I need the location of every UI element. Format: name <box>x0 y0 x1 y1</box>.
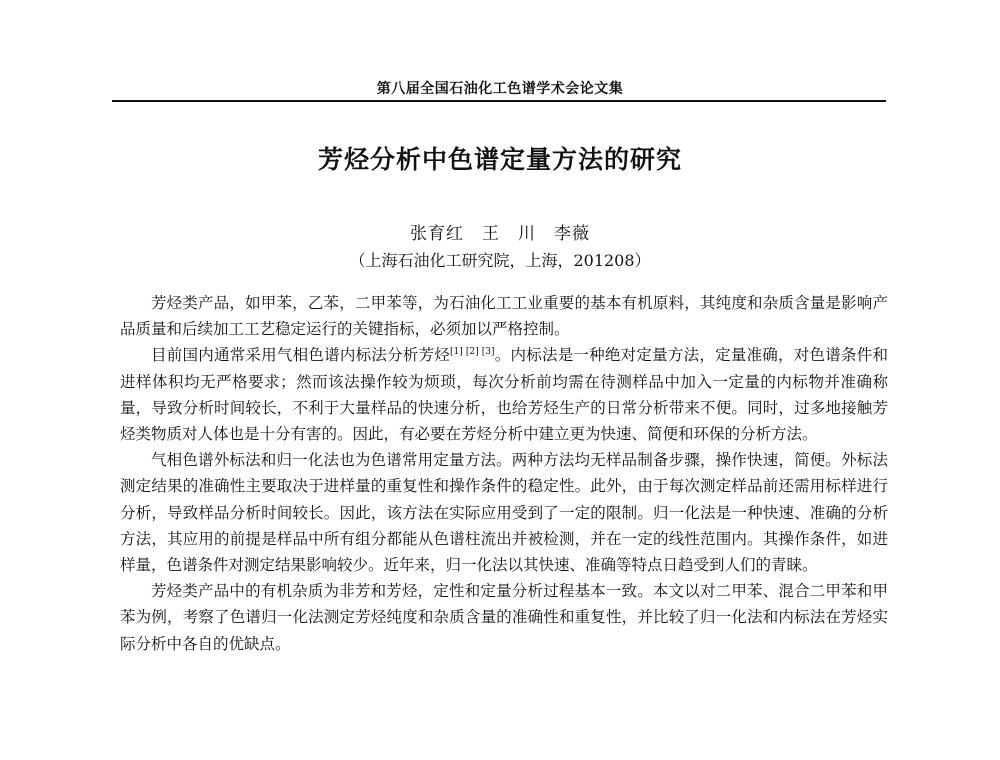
paragraph-2-text-a: 目前国内通常采用气相色谱内标法分析芳烃 <box>151 346 451 365</box>
paragraph-2-text-b: 。内标法是一种绝对定量方法，定量准确，对色谱条件和进样体积均无严格要求；然而该法操作较为烦琐，每次分析前均需在待测样品中加入一定量的内标物并准确称量，导致分析时间较长，不利于大量样品的快速分析，也给芳烃生产的日常分析带来不便。同时，过多地接触芳烃类物质对人体也是十分有害的。因此，有必要在芳烃分析中建立更为快速、简便和环保的分析方法。 <box>120 346 888 444</box>
header-rule <box>112 100 886 102</box>
paragraph-3: 气相色谱外标法和归一化法也为色谱常用定量方法。两种方法均无样品制备步骤，操作快速，简便。外标法测定结果的准确性主要取决于进样量的重复性和操作条件的稳定性。此外，由于每次测定样品前还需用标样进行分析，导致样品分析时间较长。因此，该方法在实际应用受到了一定的限制。归一化法是一种快速、准确的分析方法，其应用的前提是样品中所有组分都能从色谱柱流出并被检测，并在一定的线性范围内。其操作条件，如进样量，色谱条件对测定结果影响较少。近年来，归一化法以其快速、准确等特点日趋受到人们的青睐。 <box>120 451 888 575</box>
paragraph-4: 芳烃类产品中的有机杂质为非芳和芳烃，定性和定量分析过程基本一致。本文以对二甲苯、混合二甲苯和甲苯为例，考察了色谱归一化法测定芳烃纯度和杂质含量的准确性和重复性，并比较了归一化法和内标法在芳烃实际分析中各自的优缺点。 <box>120 582 888 653</box>
citation-refs: [1] [2] [3] <box>450 347 495 358</box>
author-list: 张育红 王 川 李薇 <box>410 224 590 244</box>
article-title: 芳烃分析中色谱定量方法的研究 <box>317 145 682 174</box>
running-header: 第八届全国石油化工色谱学术会论文集 <box>376 81 624 97</box>
paragraph-1: 芳烃类产品，如甲苯，乙苯，二甲苯等，为石油化工工业重要的基本有机原料，其纯度和杂质含量是影响产品质量和后续加工工艺稳定运行的关键指标，必须加以严格控制。 <box>120 294 888 339</box>
article-body <box>120 290 888 657</box>
paragraph-2 <box>120 342 888 447</box>
author-affiliation: （上海石油化工研究院，上海，201208） <box>349 251 651 270</box>
